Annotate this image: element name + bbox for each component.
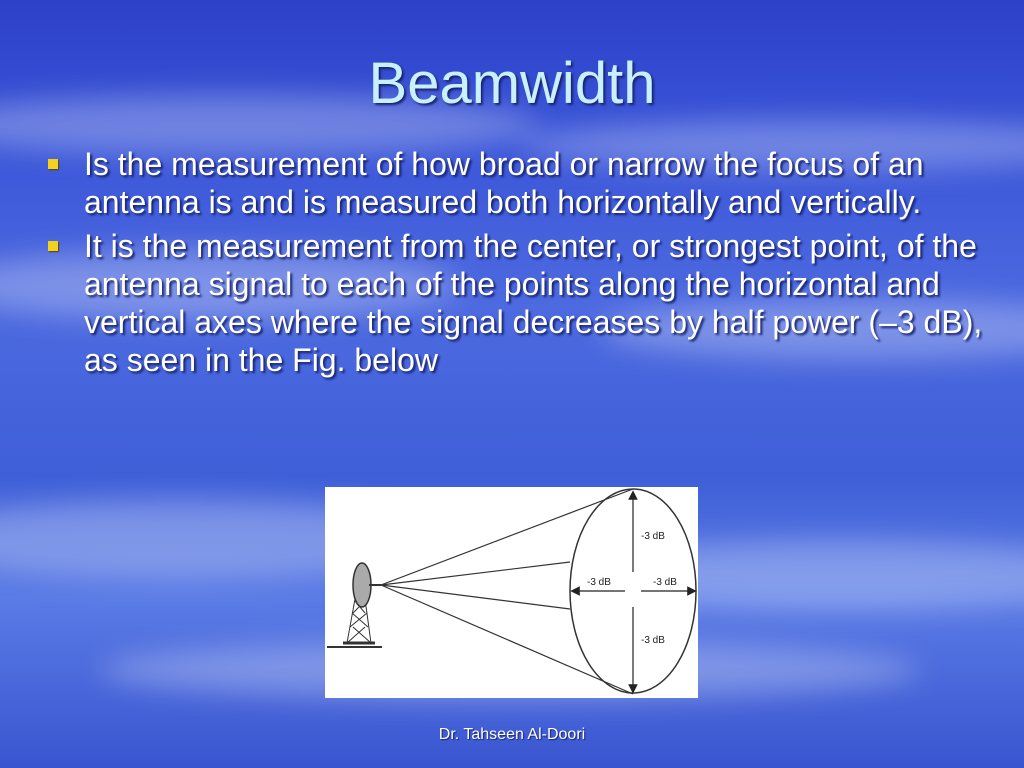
bullet-text: It is the measurement from the center, or strongest point, of the antenna signal to each of the points along the horizontal and vertical axes where the signal decreases by half power (–3 dB), as seen in the Fig. below: [84, 228, 983, 378]
bullet-item: [40, 227, 990, 379]
right-db-label: -3 dB: [653, 577, 677, 588]
bullet-list: [40, 145, 990, 385]
top-db-label: -3 dB: [641, 531, 665, 542]
beamwidth-diagram: [325, 487, 698, 698]
bullet-item: [40, 145, 990, 221]
bottom-db-label: -3 dB: [641, 635, 665, 646]
beamwidth-figure: [325, 487, 698, 698]
beam-arrows: [575, 495, 692, 689]
left-db-label: -3 dB: [587, 577, 611, 588]
footer-author: Dr. Tahseen Al-Doori: [438, 726, 586, 743]
square-bullet-icon: [48, 159, 58, 169]
square-bullet-icon: [48, 241, 58, 251]
slide-title: Beamwidth: [368, 51, 656, 116]
antenna-tower-icon: [327, 599, 382, 647]
bullet-text: Is the measurement of how broad or narrow the focus of an antenna is and is measured both horizontally and vertically.: [84, 146, 924, 220]
satellite-dish-icon: [353, 563, 381, 607]
